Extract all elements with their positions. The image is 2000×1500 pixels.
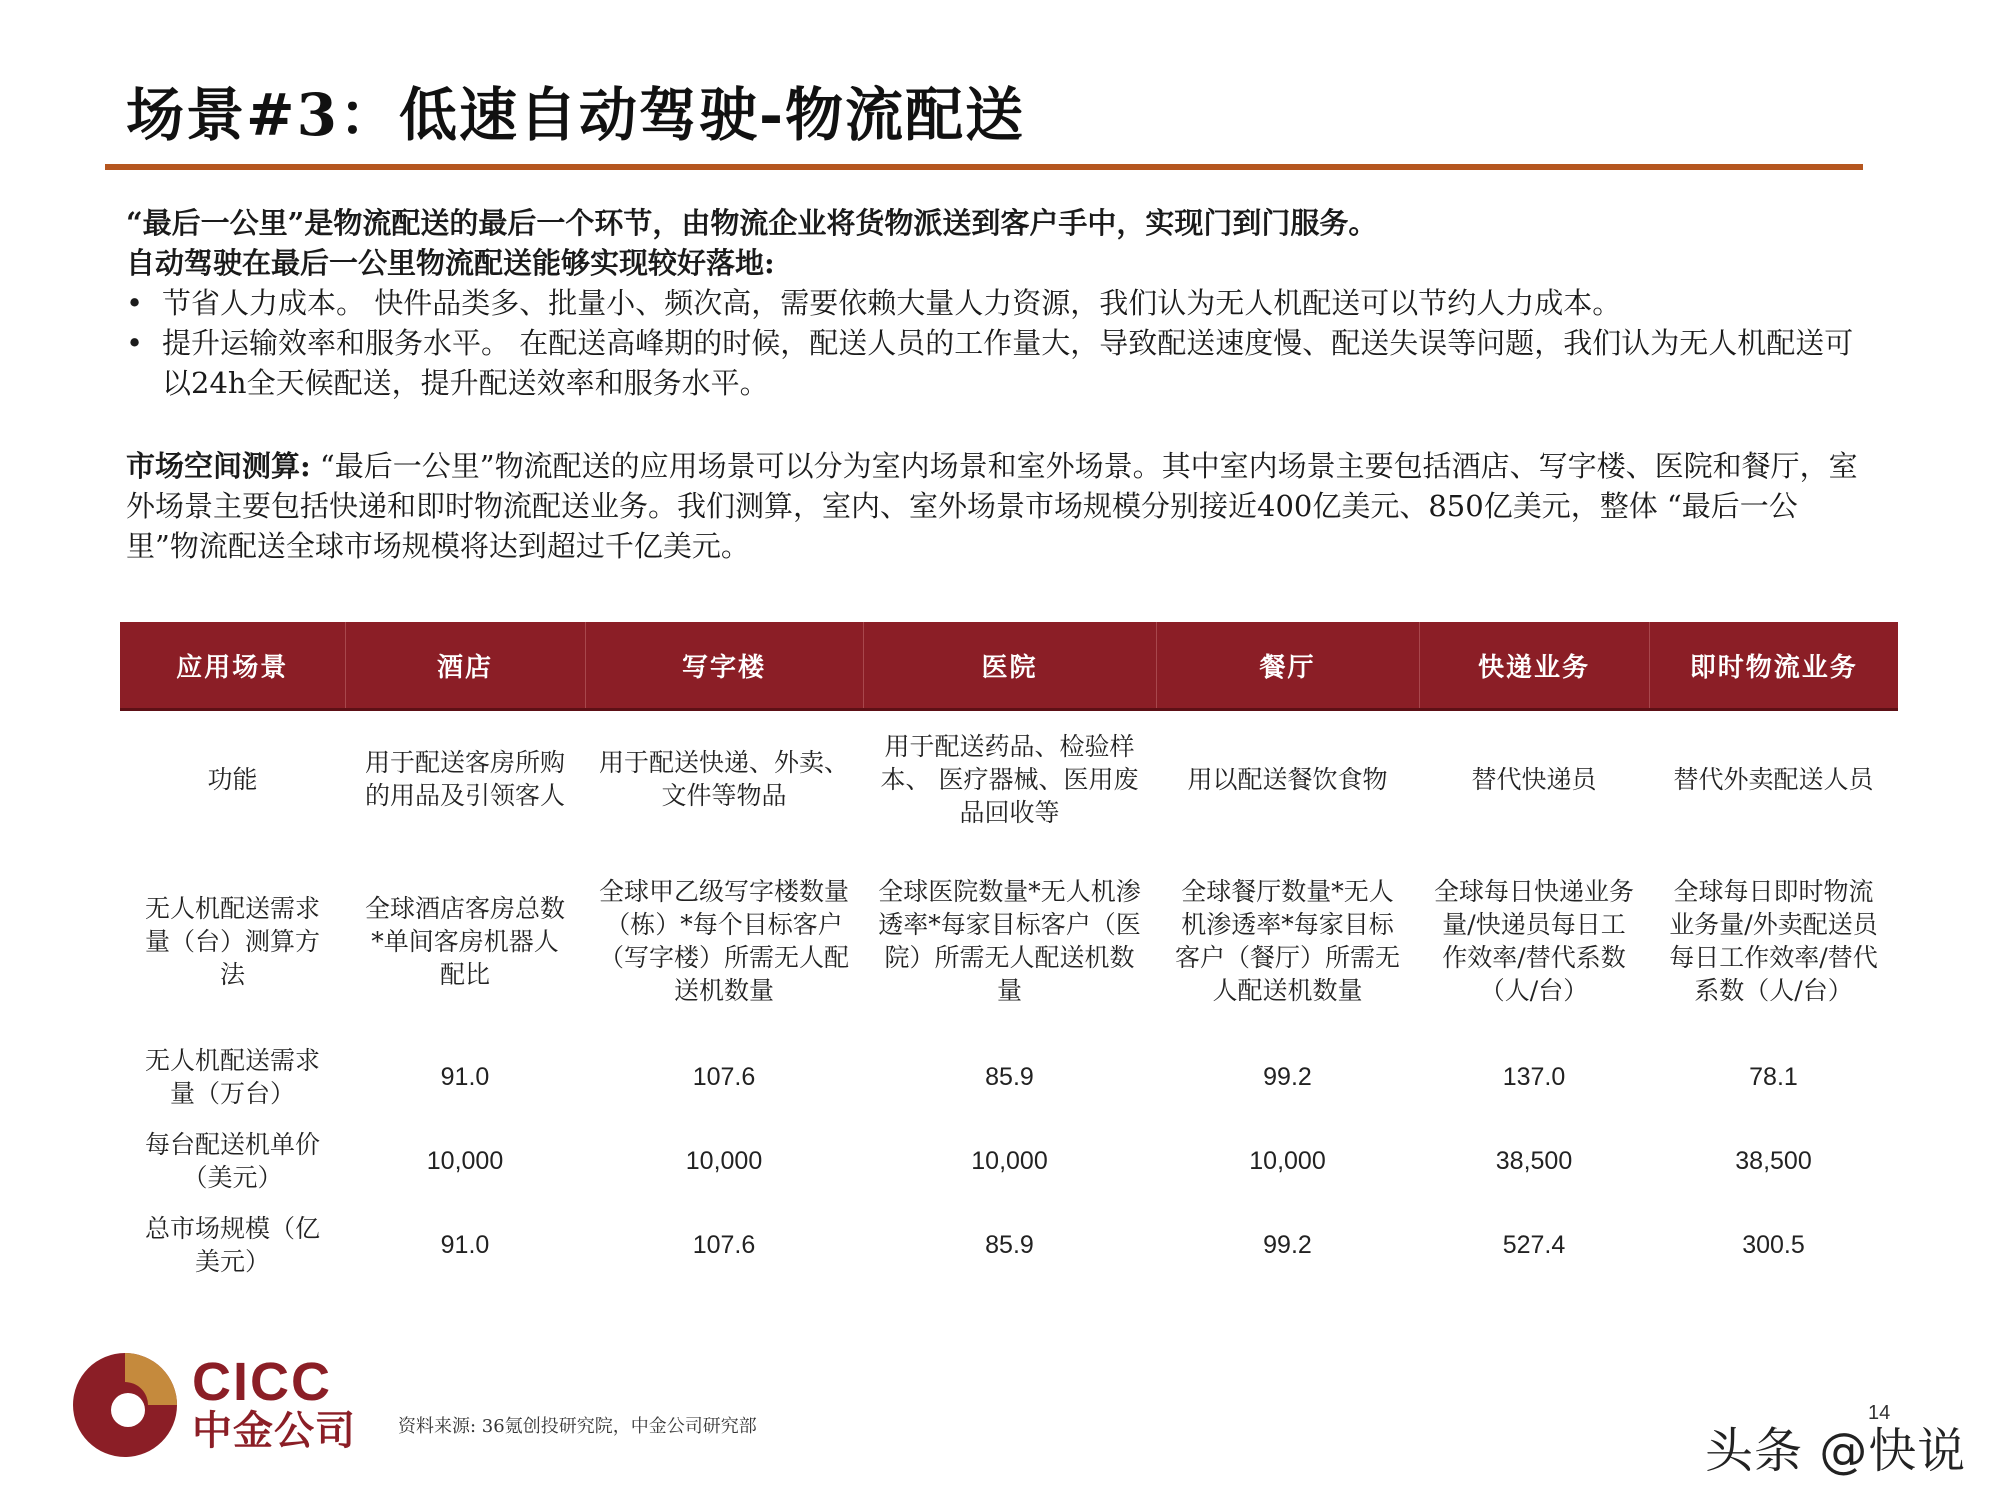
row-label-cell: 总市场规模（亿美元）: [144, 1214, 320, 1276]
table-header-cell: 应用场景: [120, 622, 345, 710]
row-label-cell: 无人机配送需求量（万台）: [144, 1046, 320, 1108]
intro-line-1: “最后一公里”是物流配送的最后一个环节，由物流企业将货物派送到客户手中，实现门到门服务。: [126, 206, 1378, 240]
table-cell: 91.0: [440, 1230, 490, 1259]
table-cell: 107.6: [692, 1062, 756, 1091]
table-cell: 527.4: [1502, 1230, 1566, 1259]
table-header-cell: 写字楼: [585, 622, 863, 710]
table-cell: 300.5: [1742, 1230, 1805, 1259]
table-cell: 10,000: [685, 1146, 763, 1175]
table-header-cell: 餐厅: [1156, 622, 1419, 710]
page-number: 14: [1868, 1402, 1891, 1424]
table-cell: 85.9: [985, 1230, 1034, 1259]
table-cell: 10,000: [1249, 1146, 1326, 1175]
bullet-dot-icon: •: [126, 286, 144, 320]
table-header-cell: 即时物流业务: [1649, 622, 1898, 710]
table-cell: 38,500: [1495, 1146, 1573, 1175]
market-section: [126, 446, 1866, 566]
title-divider: [105, 164, 1863, 170]
table-row: [120, 1035, 1898, 1119]
page-title: 场景#3：低速自动驾驶-物流配送: [126, 81, 1026, 149]
table-cell: 137.0: [1502, 1062, 1566, 1091]
bullet-item: [126, 323, 1866, 403]
table-cell: 85.9: [985, 1062, 1034, 1091]
table-cell: 替代快递员: [1471, 764, 1597, 794]
bullet-text: 提升运输效率和服务水平。 在配送高峰期的时候，配送人员的工作量大，导致配送速度慢、配送失误等问题，我们认为无人机配送可以24h全天候配送，提升配送效率和服务水平。: [162, 326, 1854, 400]
table-header-cell: 酒店: [345, 622, 585, 710]
table-cell: 用以配送餐饮食物: [1187, 764, 1388, 794]
table-cell: 107.6: [692, 1230, 756, 1259]
intro-section: [126, 203, 1866, 403]
source-note: 资料来源: 36氪创投研究院，中金公司研究部: [398, 1416, 757, 1437]
table-header-row: [120, 622, 1898, 710]
table-cell: 全球每日即时物流业务量/外卖配送员每日工作效率/替代系数（人/台）: [1669, 877, 1878, 1005]
intro-line-2: 自动驾驶在最后一公里物流配送能够实现较好落地:: [126, 246, 775, 280]
table-cell: 替代外卖配送人员: [1673, 764, 1874, 794]
table-cell: 78.1: [1749, 1062, 1798, 1091]
scenario-table: [120, 622, 1898, 1287]
watermark-text: 头条 @快说: [1705, 1423, 1967, 1479]
market-text: “最后一公里”物流配送的应用场景可以分为室内场景和室外场景。其中室内场景主要包括酒店、写字楼、医院和餐厅，室外场景主要包括快递和即时物流配送业务。我们测算，室内、室外场景市场规模分别接近400亿美元、850亿美元，整体 “最后一公里”物流配送全球市场规模将达到超过千亿美元。: [126, 449, 1858, 563]
table-row: [120, 847, 1898, 1035]
logo-inner-circle: [111, 1393, 145, 1427]
market-label: 市场空间测算:: [126, 449, 311, 483]
table-cell: 全球每日快递业务量/快递员每日工作效率/替代系数（人/台）: [1433, 877, 1634, 1005]
table-cell: 91.0: [440, 1062, 490, 1091]
cicc-logo-icon: [70, 1350, 180, 1460]
table-cell: 99.2: [1263, 1062, 1312, 1091]
table-cell: 用于配送客房所购的用品及引领客人: [364, 748, 565, 810]
bullet-text: 节省人力成本。 快件品类多、批量小、频次高，需要依赖大量人力资源，我们认为无人机配送可以节约人力成本。: [162, 286, 1622, 320]
table-row: [120, 710, 1898, 848]
table-cell: 用于配送快递、外卖、文件等物品: [599, 748, 850, 810]
table-cell: 10,000: [426, 1146, 504, 1175]
table-cell: 10,000: [971, 1146, 1048, 1175]
table-cell: 全球甲乙级写字楼数量（栋）*每个目标客户（写字楼）所需无人配送机数量: [599, 877, 850, 1005]
table-cell: 99.2: [1263, 1230, 1312, 1259]
table-header-cell: 快递业务: [1419, 622, 1649, 710]
brand-english: CICC: [192, 1352, 332, 1412]
table-header-cell: 医院: [863, 622, 1156, 710]
table-cell: 全球酒店客房总数*单间客房机器人配比: [364, 893, 565, 989]
row-label-cell: 无人机配送需求量（台）测算方法: [144, 893, 320, 989]
brand-chinese: 中金公司: [192, 1408, 356, 1454]
table-cell: 用于配送药品、检验样本、 医疗器械、医用废品回收等: [880, 731, 1139, 827]
table-cell: 38,500: [1735, 1146, 1812, 1175]
table-cell: 全球医院数量*无人机渗透率*每家目标客户（医院）所需无人配送机数量: [878, 877, 1141, 1005]
table-row: [120, 1119, 1898, 1203]
row-label-cell: 每台配送机单价（美元）: [144, 1130, 320, 1192]
bullet-dot-icon: •: [126, 326, 144, 360]
row-label-cell: 功能: [207, 764, 258, 794]
table-cell: 全球餐厅数量*无人机渗透率*每家目标客户（餐厅）所需无人配送机数量: [1174, 877, 1400, 1005]
bullet-item: [126, 283, 1866, 323]
table-row: [120, 1203, 1898, 1287]
